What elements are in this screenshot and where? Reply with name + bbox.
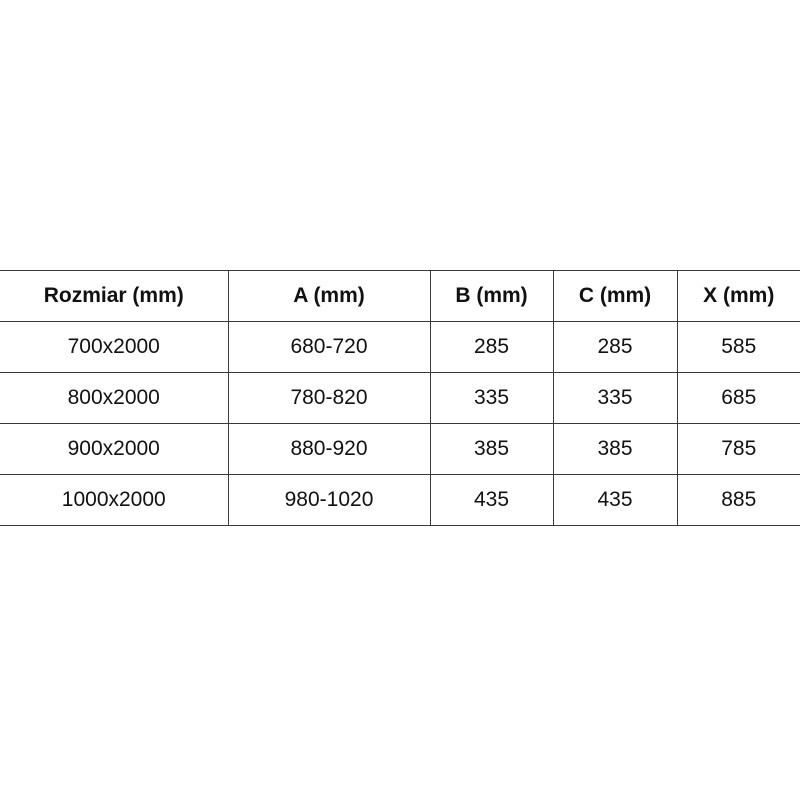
- cell-c: 285: [553, 322, 677, 373]
- table-row: [0, 424, 800, 475]
- cell-size: 800x2000: [0, 373, 228, 424]
- cell-a: 980-1020: [228, 475, 430, 526]
- table-row: [0, 322, 800, 373]
- cell-x: 585: [677, 322, 800, 373]
- cell-b: 385: [430, 424, 553, 475]
- cell-size: 900x2000: [0, 424, 228, 475]
- cell-x: 685: [677, 373, 800, 424]
- header-size: Rozmiar (mm): [0, 271, 228, 322]
- cell-b: 335: [430, 373, 553, 424]
- cell-a: 680-720: [228, 322, 430, 373]
- cell-size: 700x2000: [0, 322, 228, 373]
- cell-c: 435: [553, 475, 677, 526]
- header-b: B (mm): [430, 271, 553, 322]
- cell-a: 880-920: [228, 424, 430, 475]
- dimensions-table: [0, 270, 800, 526]
- header-a: A (mm): [228, 271, 430, 322]
- cell-size: 1000x2000: [0, 475, 228, 526]
- cell-b: 435: [430, 475, 553, 526]
- cell-x: 885: [677, 475, 800, 526]
- cell-b: 285: [430, 322, 553, 373]
- header-c: C (mm): [553, 271, 677, 322]
- cell-c: 385: [553, 424, 677, 475]
- cell-a: 780-820: [228, 373, 430, 424]
- table-header-row: [0, 271, 800, 322]
- header-x: X (mm): [677, 271, 800, 322]
- table-row: [0, 475, 800, 526]
- cell-c: 335: [553, 373, 677, 424]
- cell-x: 785: [677, 424, 800, 475]
- table-row: [0, 373, 800, 424]
